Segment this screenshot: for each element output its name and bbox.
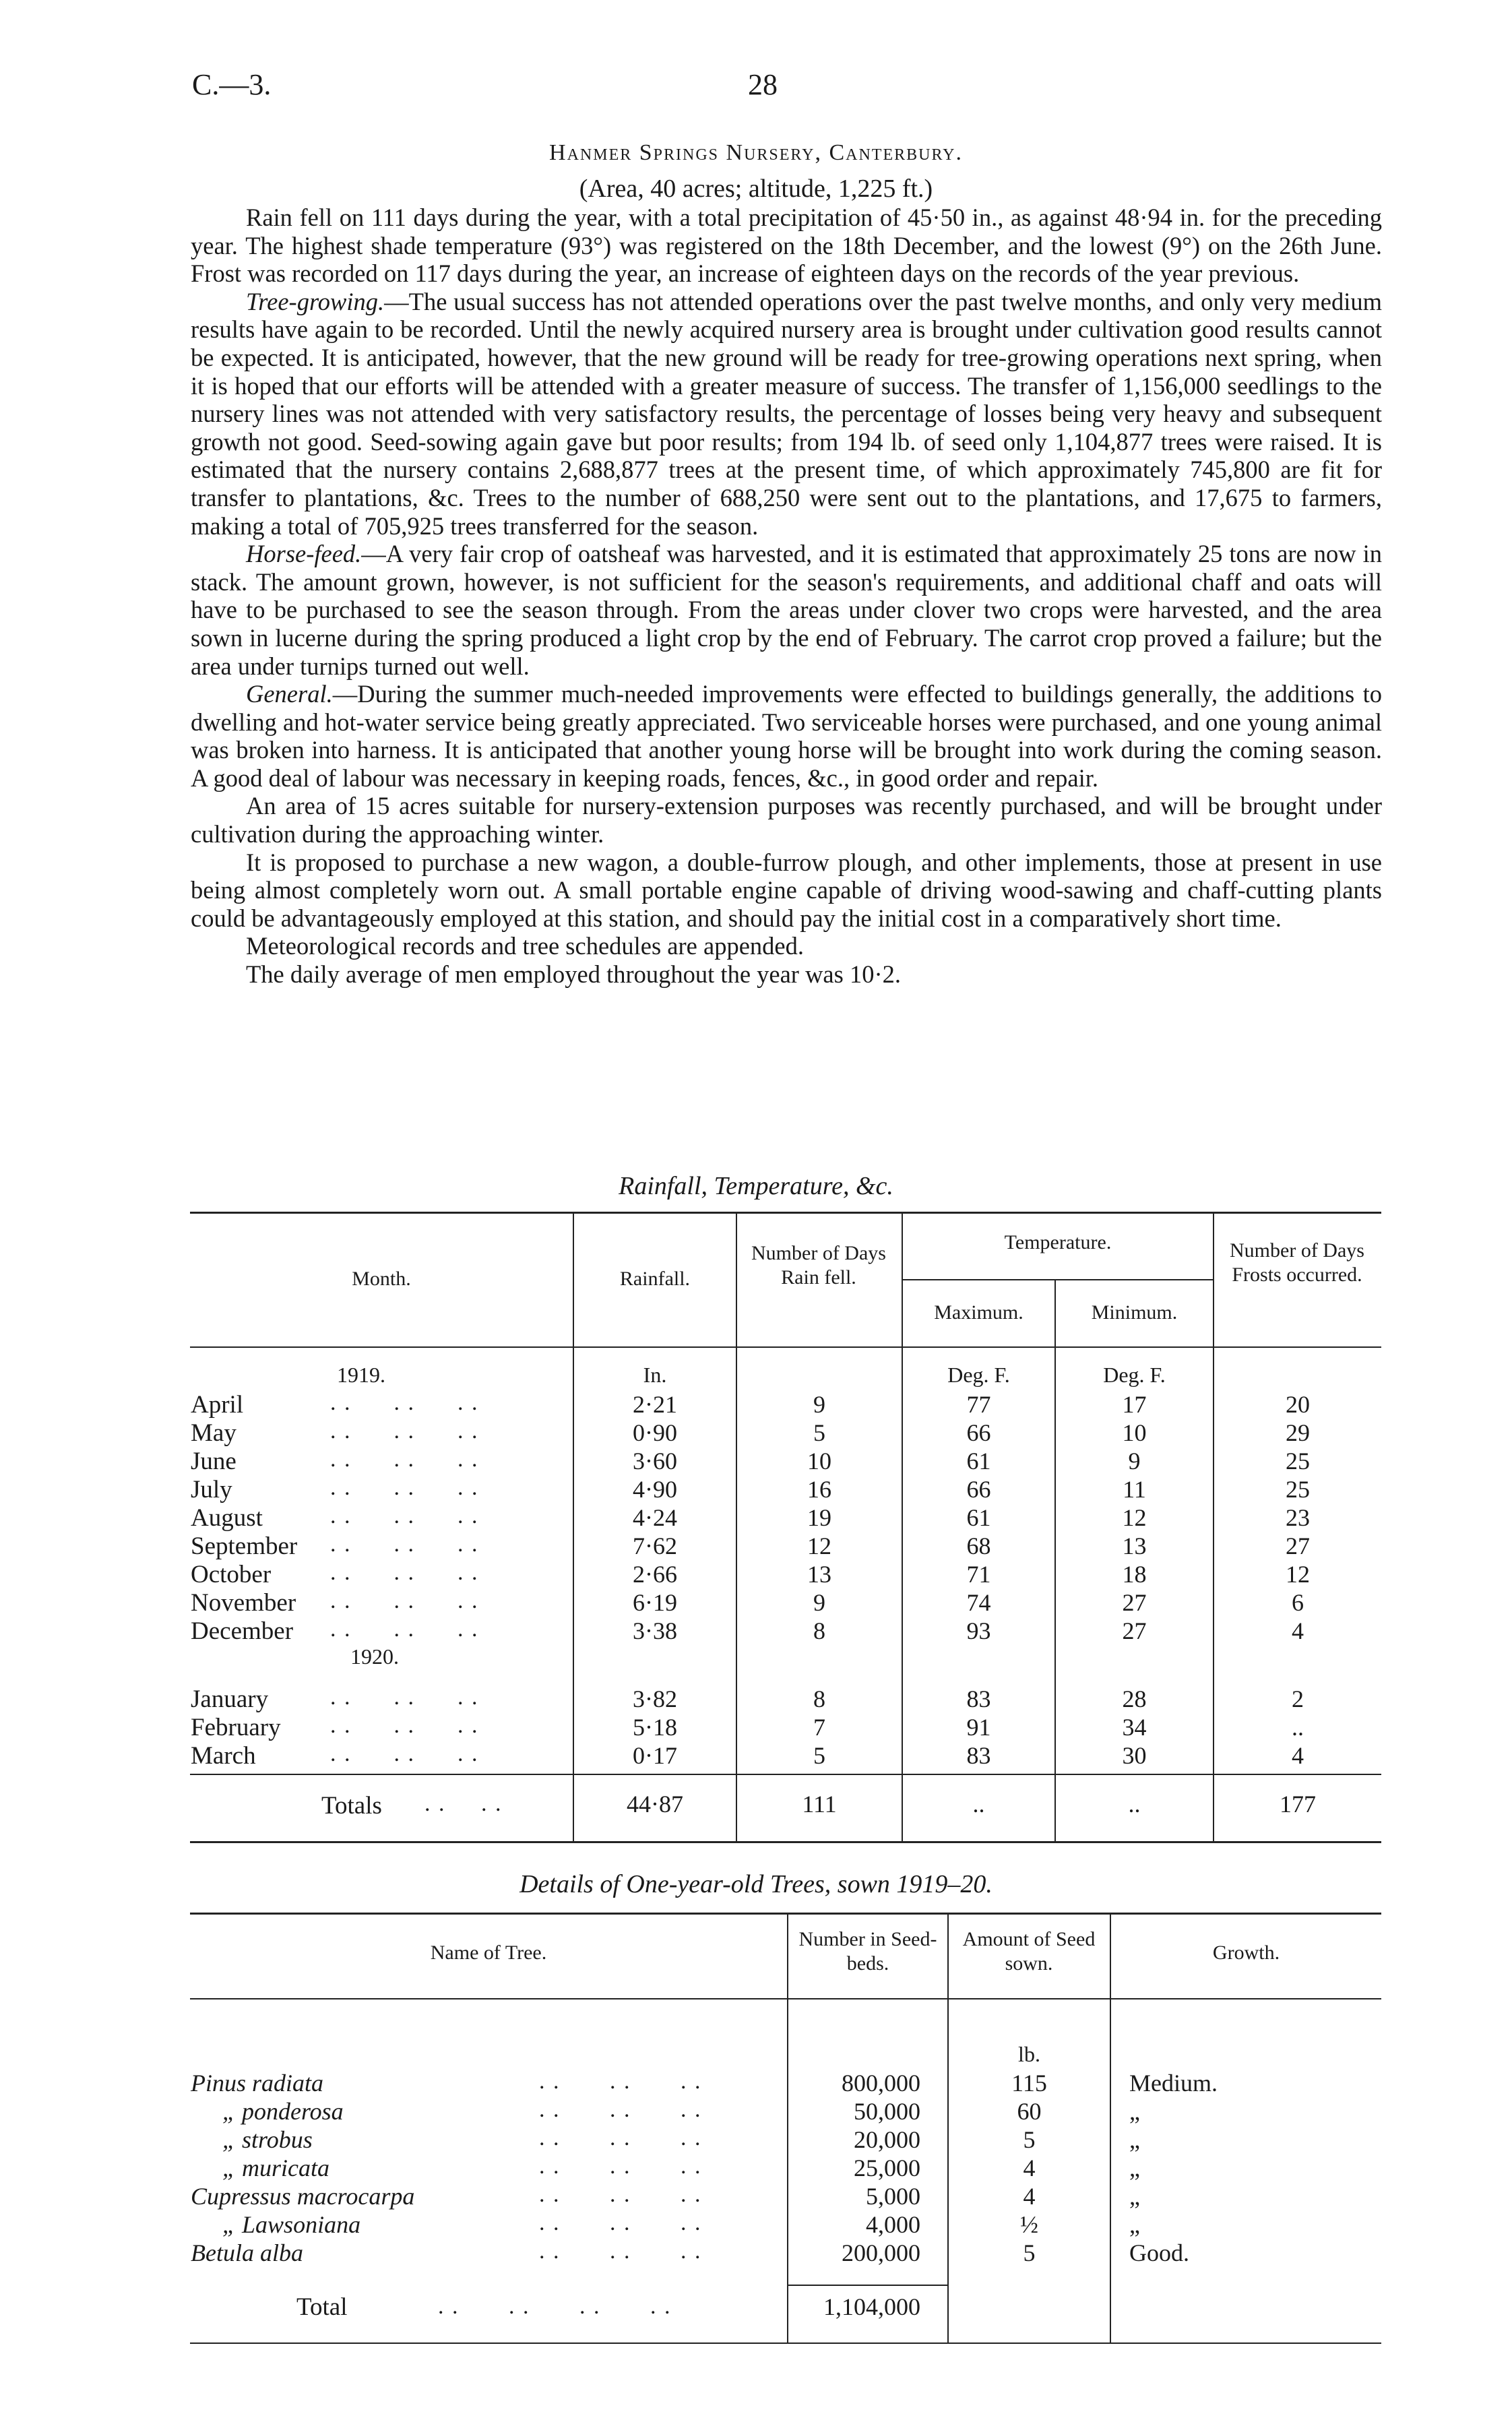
seed-amount: ½ [1020, 2211, 1038, 2238]
tree-name: „ Lawsoniana [222, 2211, 361, 2238]
min-temp-value: 9 [1128, 1448, 1141, 1475]
month-label: February [191, 1714, 281, 1741]
max-temp-value: 91 [966, 1714, 991, 1741]
min-temp-value: 34 [1122, 1714, 1147, 1741]
header-minimum: Minimum. [1091, 1301, 1178, 1324]
frost-days-value: 25 [1286, 1476, 1310, 1503]
leader-dots: . . . . . . [330, 1447, 479, 1472]
totals-min: .. [1128, 1791, 1141, 1818]
leader-dots: . . . . . . [539, 2210, 702, 2235]
tree-name: Betula alba [191, 2239, 303, 2266]
header-tree-name: Name of Tree. [430, 1942, 547, 1964]
unit-min: Deg. F. [1103, 1363, 1166, 1387]
month-label: November [191, 1589, 296, 1617]
frost-days-value: 4 [1292, 1617, 1304, 1644]
tree-name: Pinus radiata [191, 2070, 324, 2097]
table-rule [1110, 1913, 1111, 2344]
unit-rain: In. [643, 1363, 667, 1387]
seedbed-count: 200,000 [842, 2239, 920, 2266]
year-label: 1919. [337, 1363, 385, 1387]
rainfall-value: 2·21 [633, 1391, 677, 1418]
month-label: September [191, 1532, 298, 1560]
paragraph [191, 680, 1382, 792]
header-month: Month. [352, 1268, 411, 1290]
header-days-rain: Number of Days Rain fell. [751, 1242, 886, 1289]
max-temp-value: 68 [966, 1532, 991, 1559]
rainfall-value: 5·18 [633, 1714, 677, 1741]
leader-dots: . . . . [424, 1791, 503, 1816]
table-rule [190, 2343, 1381, 2344]
growth-value: Good. [1129, 2239, 1189, 2266]
page-number: 28 [748, 68, 778, 101]
table-rule [190, 1212, 1381, 1214]
tree-name: „ ponderosa [222, 2098, 344, 2125]
month-label: January [191, 1685, 269, 1713]
leader-dots: . . . . . . [539, 2097, 702, 2122]
days-rain-value: 16 [807, 1476, 831, 1503]
days-rain-value: 8 [813, 1685, 825, 1712]
table-rule [190, 1913, 1381, 1915]
rainfall-value: 4·90 [633, 1476, 677, 1503]
rainfall-value: 6·19 [633, 1589, 677, 1616]
max-temp-value: 74 [966, 1589, 991, 1616]
max-temp-value: 77 [966, 1391, 991, 1418]
table-rule [190, 1346, 1381, 1348]
paragraph [191, 288, 1382, 540]
paragraph-heading: Horse-feed. [246, 540, 362, 568]
frost-days-value: 12 [1286, 1561, 1310, 1588]
month-label: April [191, 1391, 244, 1419]
leader-dots: . . . . . . [330, 1713, 479, 1738]
min-temp-value: 17 [1122, 1391, 1147, 1418]
header-maximum: Maximum. [934, 1301, 1023, 1324]
max-temp-value: 61 [966, 1448, 991, 1475]
rainfall-value: 0·17 [633, 1742, 677, 1769]
leader-dots: . . . . . . [330, 1532, 479, 1557]
leader-dots: . . . . . . [330, 1685, 479, 1710]
days-rain-value: 8 [813, 1617, 825, 1644]
header-amount: Amount of Seed sown. [962, 1928, 1096, 1975]
tree-name: „ muricata [222, 2154, 330, 2181]
seedbed-count: 800,000 [842, 2070, 920, 2097]
seed-amount: 4 [1023, 2183, 1036, 2210]
leader-dots: . . . . . . [330, 1390, 479, 1415]
paragraph-text: —The usual success has not attended operations over the past twelve months, and only very medium results have again to be recorded. Until the newly acquired nursery area is brought under cultivation good results cannot be expected. It is anticipated, however, that the new ground will be ready for tree-growing operations next spring, when it is hoped that our efforts will be attended with a greater measure of success. The transfer of 1,156,000 seedlings to the nursery lines was not attended with very satisfactory results, the percentage of losses being very heavy and subsequent growth not good. Seed-sowing again gave but poor results; from 194 lb. of seed only 1,104,877 trees were raised. It is estimated that the nursery contains 2,688,877 trees at the present time, of which approximately 745,800 are fit for transfer to plantations, &c. Trees to the number of 688,250 were sent out to the plantations, and 17,675 to farmers, making a total of 705,925 trees transferred for the season. [191, 287, 1382, 540]
paragraph: Meteorological records and tree schedules are appended. [246, 932, 804, 960]
table-rule [902, 1279, 1213, 1280]
max-temp-value: 66 [966, 1476, 991, 1503]
header-number: Number in Seed-beds. [798, 1928, 937, 1975]
min-temp-value: 27 [1122, 1589, 1147, 1616]
days-rain-value: 9 [813, 1391, 825, 1418]
table-rule [788, 2285, 947, 2286]
rainfall-value: 3·60 [633, 1448, 677, 1475]
paragraph: Rain fell on 111 days during the year, with a total precipitation of 45·50 in., as against 48·94 in. for the preceding year. The highest shade temperature (93°) was registered on the 18th December, and the lowest (9°) on the 26th June. Frost was recorded on 117 days during the year, an increase of eighteen days on the records of the year previous. [191, 204, 1382, 288]
totals-max: .. [972, 1791, 985, 1818]
frost-days-value: 23 [1286, 1504, 1310, 1531]
frost-days-value: .. [1292, 1714, 1304, 1741]
leader-dots: . . . . . . [330, 1617, 479, 1642]
growth-value: Medium. [1129, 2070, 1218, 2097]
leader-dots: . . . . . . . . [438, 2294, 672, 2319]
rainfall-value: 4·24 [633, 1504, 677, 1531]
header-rainfall: Rainfall. [619, 1268, 691, 1290]
frost-days-value: 6 [1292, 1589, 1304, 1616]
min-temp-value: 28 [1122, 1685, 1147, 1712]
days-rain-value: 5 [813, 1419, 825, 1446]
rainfall-value: 7·62 [633, 1532, 677, 1559]
max-temp-value: 71 [966, 1561, 991, 1588]
header-frosts: Number of Days Frosts occurred. [1230, 1239, 1364, 1286]
seed-amount: 5 [1023, 2126, 1036, 2153]
seedbed-count: 20,000 [854, 2126, 920, 2153]
frost-days-value: 2 [1292, 1685, 1304, 1712]
paragraph-heading: General. [246, 680, 333, 708]
paragraph: The daily average of men employed throughout the year was 10·2. [246, 960, 901, 989]
rainfall-value: 0·90 [633, 1419, 677, 1446]
min-temp-value: 13 [1122, 1532, 1147, 1559]
max-temp-value: 93 [966, 1617, 991, 1644]
seedbed-count: 50,000 [854, 2098, 920, 2125]
tree-table-caption: Details of One-year-old Trees, sown 1919–20. [519, 1870, 993, 1898]
frost-days-value: 27 [1286, 1532, 1310, 1559]
growth-value: „ [1129, 2098, 1140, 2125]
min-temp-value: 12 [1122, 1504, 1147, 1531]
seedbed-count: 5,000 [866, 2183, 920, 2210]
leader-dots: . . . . . . [330, 1741, 479, 1766]
seedbed-count: 25,000 [854, 2154, 920, 2181]
total-number: 1,104,000 [823, 2293, 920, 2320]
leader-dots: . . . . . . [330, 1503, 479, 1528]
section-title: Hanmer Springs Nursery, Canterbury. [549, 140, 963, 165]
paragraph: It is proposed to purchase a new wagon, a double-furrow plough, and other implements, those at present in use being almost completely worn out. A small portable engine capable of driving wood-sawing and chaff-cutting plants could be advantageously employed at this station, and should pay the initial cost in a comparatively short time. [191, 848, 1382, 932]
seed-amount: 115 [1011, 2070, 1047, 2097]
totals-rain: 44·87 [627, 1791, 683, 1818]
total-label: Total [296, 2293, 348, 2321]
seed-amount: 4 [1023, 2154, 1036, 2181]
totals-label: Totals [321, 1792, 382, 1820]
leader-dots: . . . . . . [330, 1560, 479, 1585]
min-temp-value: 18 [1122, 1561, 1147, 1588]
month-label: October [191, 1561, 272, 1588]
growth-value: „ [1129, 2211, 1140, 2238]
tree-name: Cupressus macrocarpa [191, 2183, 415, 2210]
frost-days-value: 20 [1286, 1391, 1310, 1418]
days-rain-value: 12 [807, 1532, 831, 1559]
paragraph-heading: Tree-growing. [246, 287, 385, 315]
totals-days: 111 [802, 1791, 837, 1818]
leader-dots: . . . . . . [330, 1419, 479, 1444]
min-temp-value: 27 [1122, 1617, 1147, 1644]
rainfall-value: 2·66 [633, 1561, 677, 1588]
month-label: August [191, 1504, 263, 1532]
month-label: July [191, 1476, 232, 1503]
max-temp-value: 83 [966, 1685, 991, 1712]
series-code: C.—3. [192, 68, 272, 101]
growth-value: „ [1129, 2126, 1140, 2153]
unit-lb: lb. [1018, 2042, 1040, 2066]
days-rain-value: 19 [807, 1504, 831, 1531]
seedbed-count: 4,000 [866, 2211, 920, 2238]
leader-dots: . . . . . . [539, 2126, 702, 2150]
paragraph [191, 540, 1382, 680]
month-label: December [191, 1617, 294, 1645]
days-rain-value: 7 [813, 1714, 825, 1741]
paragraph-text: —A very fair crop of oatsheaf was harvested, and it is estimated that approximately 25 tons are now in stack. The amount grown, however, is not sufficient for the season's requirements, and additional chaff and oats will have to be purchased to see the season through. From the areas under clover two crops were harvested, and the area sown in lucerne during the spring produced a light crop by the end of February. The carrot crop proved a failure; but the area under turnips turned out well. [191, 540, 1382, 680]
growth-value: „ [1129, 2154, 1140, 2181]
seed-amount: 60 [1017, 2098, 1042, 2125]
days-rain-value: 13 [807, 1561, 831, 1588]
leader-dots: . . . . . . [539, 2182, 702, 2207]
table-rule [190, 1841, 1381, 1843]
growth-value: „ [1129, 2183, 1140, 2210]
table-rule [190, 1998, 1381, 1999]
days-rain-value: 9 [813, 1589, 825, 1616]
tree-name: „ strobus [222, 2126, 313, 2153]
min-temp-value: 30 [1122, 1742, 1147, 1769]
leader-dots: . . . . . . [539, 2239, 702, 2264]
totals-frost: 177 [1280, 1791, 1316, 1818]
frost-days-value: 4 [1292, 1742, 1304, 1769]
rainfall-value: 3·38 [633, 1617, 677, 1644]
max-temp-value: 66 [966, 1419, 991, 1446]
frost-days-value: 29 [1286, 1419, 1310, 1446]
header-temperature: Temperature. [1004, 1231, 1112, 1253]
table-rule [190, 1774, 1381, 1775]
max-temp-value: 83 [966, 1742, 991, 1769]
leader-dots: . . . . . . [539, 2069, 702, 2094]
seed-amount: 5 [1023, 2239, 1036, 2266]
leader-dots: . . . . . . [539, 2154, 702, 2179]
leader-dots: . . . . . . [330, 1475, 479, 1500]
frost-days-value: 25 [1286, 1448, 1310, 1475]
max-temp-value: 61 [966, 1504, 991, 1531]
header-growth: Growth. [1212, 1942, 1280, 1964]
min-temp-value: 11 [1123, 1476, 1146, 1503]
days-rain-value: 10 [807, 1448, 831, 1475]
month-label: June [191, 1448, 237, 1475]
month-label: May [191, 1419, 237, 1447]
year-label: 1920. [350, 1644, 399, 1669]
section-subtitle: (Area, 40 acres; altitude, 1,225 ft.) [579, 175, 933, 203]
rainfall-value: 3·82 [633, 1685, 677, 1712]
days-rain-value: 5 [813, 1742, 825, 1769]
paragraph-text: —During the summer much-needed improvements were effected to buildings generally, the additions to dwelling and hot-water service being greatly appreciated. Two serviceable horses were purchased, and one young animal was broken into harness. It is anticipated that another young horse will be brought into work during the coming season. A good deal of labour was necessary in keeping roads, fences, &c., in good order and repair. [191, 680, 1382, 792]
body-text [191, 204, 1382, 989]
leader-dots: . . . . . . [330, 1588, 479, 1613]
paragraph: An area of 15 acres suitable for nursery-extension purposes was recently purchased, and will be brought under cultivation during the approaching winter. [191, 792, 1382, 848]
min-temp-value: 10 [1122, 1419, 1147, 1446]
unit-max: Deg. F. [947, 1363, 1010, 1387]
month-label: March [191, 1742, 256, 1770]
rain-table-caption: Rainfall, Temperature, &c. [619, 1172, 893, 1200]
